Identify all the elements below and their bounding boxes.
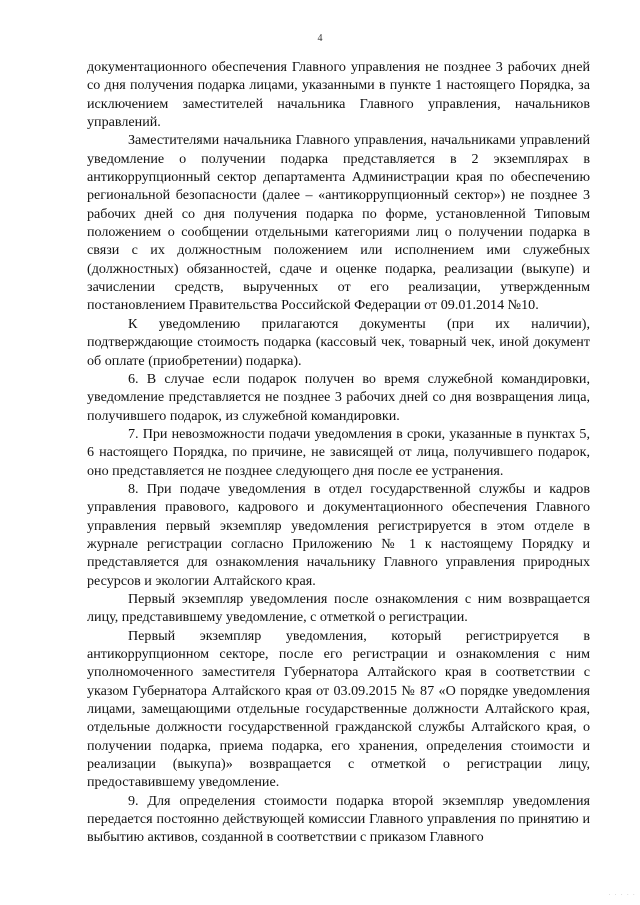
page-number: 4	[317, 33, 323, 44]
paragraph-item-8: 8. При подаче уведомления в отдел государственной службы и кадров управления правового, кадрового и документационного обеспечения Главного управления первый экземпляр уведомления регистрируется в этом отделе в журнале регистрации согласно Приложению № 1 к настоящему Порядку и представляется для ознакомления начальнику Главного управления природных ресурсов и экологии Алтайского края.	[87, 480, 590, 589]
paragraph-continuation: документационного обеспечения Главного управления не позднее 3 рабочих дней со дня получения подарка лицами, указанными в пункте 1 настоящего Порядка, за исключением заместителей начальника Главного управления, начальников управлений.	[87, 59, 590, 131]
paragraph-first-copy-returned: Первый экземпляр уведомления после ознакомления с ним возвращается лицу, представившему уведомление, с отметкой о регистрации.	[87, 590, 590, 626]
document-body	[87, 58, 590, 847]
paragraph-deputies-notification: Заместителями начальника Главного управления, начальниками управлений уведомление о получении подарка представляется в 2 экземплярах в антикоррупционный сектор департамента Администрации края по обеспечению региональной безопасности (далее – «антикоррупционный сектор») не позднее 3 рабочих дней со дня получения подарка по форме, установленной Типовым положением о сообщении отдельными категориями лиц о получении подарка в связи с их должностным положением или исполнением ими служебных (должностных) обязанностей, сдаче и оценке подарка, реализации (выкупе) и зачислении средств, вырученных от его реализации, утвержденным постановлением Правительства Российской Федерации от 09.01.2014 №10.	[87, 132, 590, 314]
paragraph-item-6: 6. В случае если подарок получен во время служебной командировки, уведомление представляется не позднее 3 рабочих дней со дня возвращения лица, получившего подарок, из служебной командировки.	[87, 370, 590, 424]
paragraph-attached-documents: К уведомлению прилагаются документы (при их наличии), подтверждающие стоимость подарка (кассовый чек, товарный чек, иной документ об оплате (приобретении) подарка).	[87, 315, 590, 369]
paragraph-item-9: 9. Для определения стоимости подарка второй экземпляр уведомления передается постоянно действующей комиссии Главного управления по принятию и выбытию активов, созданной в соответствии с приказом Главного	[87, 792, 590, 846]
paragraph-anticorruption-registration: Первый экземпляр уведомления, который регистрируется в антикоррупционном секторе, после его регистрации и ознакомления с ним уполномоченного заместителя Губернатора Алтайского края в соответствии с указом Губернатора Алтайского края от 03.09.2015 № 87 «О порядке уведомления лицами, замещающими отдельные государственные должности Алтайского края, отдельные должности государственной гражданской службы Алтайского края, о получении подарка, приема подарка, его хранения, определения стоимости и реализации (выкупа)» возвращается с отметкой о регистрации лицу, предоставившему уведомление.	[87, 627, 590, 791]
paragraph-item-7: 7. При невозможности подачи уведомления в сроки, указанные в пунктах 5, 6 настоящего Порядка, по причине, не зависящей от лица, получившего подарок, оно представляется не позднее следующего дня после ее устранения.	[87, 425, 590, 479]
scan-watermark: · · · · ·	[608, 891, 636, 899]
